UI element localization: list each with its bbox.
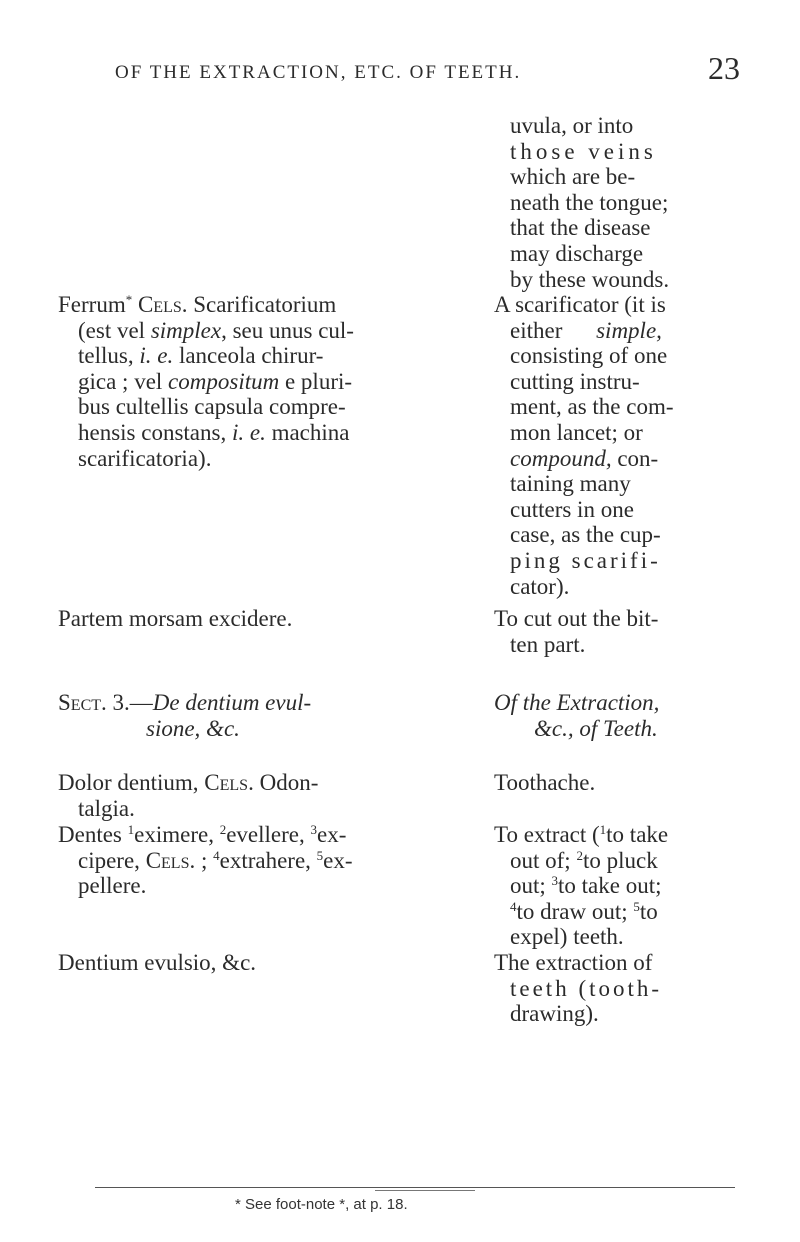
text-line [494, 318, 739, 344]
text-line: The extraction of [494, 950, 653, 975]
text-run: to take out; [558, 873, 662, 899]
italic-term: i. e. [139, 343, 174, 369]
text-line: Toothache. [494, 770, 596, 795]
english-uvula-block [510, 113, 735, 292]
text-run: Ferrum [58, 292, 126, 317]
text-run: (est vel [78, 317, 151, 343]
author-abbrev: Cels. [204, 770, 254, 795]
italic-term: simplex [150, 317, 222, 343]
text-line [58, 770, 498, 796]
text-line: which are be- [510, 164, 636, 190]
footnote-rule-short [375, 1190, 475, 1191]
note-number: 5 [633, 898, 640, 914]
text-line: Dentium evulsio, &c. [58, 950, 257, 975]
text-run: to [639, 898, 658, 924]
note-number: 2 [219, 822, 227, 837]
text-run: eximere, [134, 822, 220, 847]
section-number: 3.— [106, 690, 153, 715]
english-cut-block [494, 606, 739, 657]
text-run: tellus, [78, 343, 140, 369]
text-run: To extract ( [494, 822, 600, 847]
text-line: those veins [510, 138, 657, 164]
text-line: teeth (tooth- [510, 975, 663, 1001]
text-line [494, 848, 739, 874]
text-line: taining many [510, 471, 631, 497]
text-run: con- [611, 445, 659, 471]
note-number: 5 [316, 847, 324, 863]
text-line: Of the Extraction, [494, 690, 660, 715]
italic-term: compound, [510, 445, 612, 471]
text-line [58, 420, 498, 446]
text-run: cipere, [78, 847, 146, 873]
text-line: pellere. [78, 873, 147, 899]
note-number: 4 [510, 898, 517, 914]
section-heading-latin [58, 690, 498, 741]
note-number: 2 [576, 847, 583, 863]
text-run: , seu unus cul- [221, 317, 354, 343]
text-line [58, 343, 498, 369]
author-abbrev: Cels. [145, 847, 196, 873]
text-run: Scarificatorium [187, 292, 337, 317]
english-toothache-block [494, 770, 739, 796]
text-run: evellere, [226, 822, 311, 847]
text-run: hensis constans, [78, 419, 232, 445]
text-line [58, 318, 498, 344]
text-line: consisting of one [510, 343, 668, 369]
text-line: drawing). [510, 1001, 599, 1027]
text-line: cator). [510, 573, 570, 599]
text-line: &c., of Teeth. [534, 715, 658, 741]
text-run: ex- [316, 822, 347, 847]
text-run: extrahere, [219, 847, 317, 873]
text-line: A scarificator (it is [494, 292, 666, 317]
text-line: ten part. [510, 631, 586, 657]
footnote: * See foot-note *, at p. 18. [235, 1196, 408, 1213]
text-line: sione, &c. [146, 715, 240, 741]
text-line [494, 873, 739, 899]
text-line [494, 446, 739, 472]
text-line [58, 292, 498, 318]
text-run: to take [606, 822, 669, 847]
text-line: mon lancet; or [510, 419, 643, 445]
footnote-marker: * [125, 292, 133, 307]
english-extraction-block [494, 950, 739, 1027]
note-number: 1 [599, 822, 607, 837]
text-line [494, 822, 739, 848]
latin-ferrum-block [58, 292, 498, 471]
text-line: expel) teeth. [510, 924, 624, 950]
text-line: ping scarifi- [510, 547, 661, 573]
section-label: Sect. [58, 690, 107, 715]
text-run: Dentes [58, 822, 128, 847]
text-line [58, 848, 498, 874]
page-number: 23 [708, 50, 740, 86]
latin-dentes-block [58, 822, 498, 899]
author-abbrev: Cels. [137, 292, 188, 317]
text-run: to draw out; [516, 898, 634, 924]
note-number: 3 [310, 822, 317, 837]
italic-term: simple, [596, 317, 662, 343]
text-line: bus cultellis capsula compre- [78, 394, 346, 420]
text-line [58, 822, 498, 848]
text-run: lanceola chirur- [173, 343, 324, 369]
english-extract-block [494, 822, 739, 950]
page-header [115, 50, 740, 90]
text-run: Odon- [253, 770, 319, 795]
note-number: 1 [127, 822, 135, 837]
italic-term: De dentium evul- [152, 690, 312, 715]
text-line: by these wounds. [510, 266, 670, 292]
footnote-rule [95, 1187, 735, 1188]
note-number: 3 [551, 873, 559, 889]
text-line: neath the tongue; [510, 189, 669, 215]
text-line: cutting instru- [510, 368, 640, 394]
text-line: cutters in one [510, 496, 634, 522]
text-run: ex- [323, 847, 353, 873]
note-number: 4 [213, 847, 220, 863]
text-run: to pluck [582, 847, 658, 873]
text-line: may discharge [510, 240, 644, 266]
text-line: To cut out the bit- [494, 606, 659, 631]
text-run: gica ; vel [78, 368, 169, 394]
latin-dolor-block [58, 770, 498, 821]
text-run: machina [265, 419, 350, 445]
text-run: either [510, 317, 569, 343]
latin-partem-block [58, 606, 478, 632]
text-line [494, 899, 739, 925]
text-run: e pluri- [279, 368, 353, 394]
italic-term: i. e. [231, 419, 266, 445]
text-line [58, 690, 498, 716]
section-heading-english [494, 690, 739, 741]
italic-term: compositum [168, 368, 280, 394]
text-line: case, as the cup- [510, 522, 661, 548]
text-run: out; [510, 873, 552, 899]
english-scarificator-block [494, 292, 739, 599]
text-line: talgia. [78, 795, 135, 821]
latin-evulsio-block [58, 950, 478, 976]
text-line [58, 369, 498, 395]
text-run: Dolor dentium, [58, 770, 205, 795]
text-line: scarificatoria). [78, 445, 212, 471]
text-run: ; [195, 847, 214, 873]
text-line: uvula, or into [510, 113, 634, 138]
text-line: that the disease [510, 215, 651, 241]
text-run: out of; [510, 847, 577, 873]
text-line: ment, as the com- [510, 394, 674, 420]
text-line: Partem morsam excidere. [58, 606, 293, 631]
running-head: OF THE EXTRACTION, ETC. OF TEETH. [115, 62, 522, 83]
